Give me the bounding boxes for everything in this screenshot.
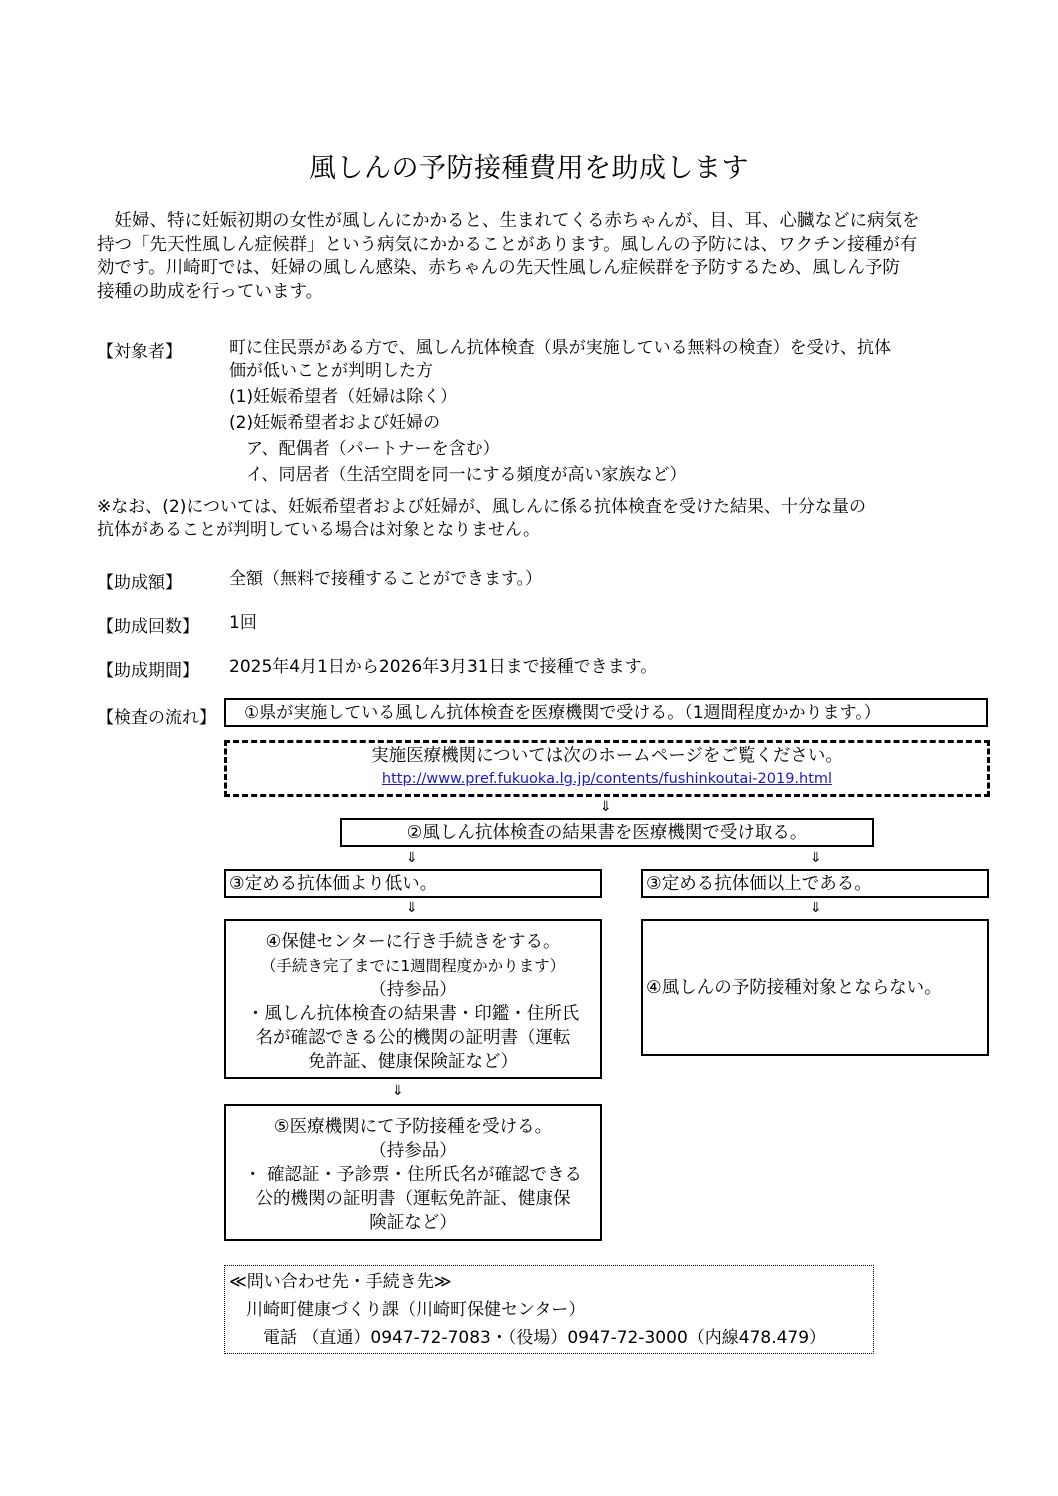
arrow-down-icon: ⇓ (810, 900, 822, 916)
period-label: 【助成期間】 (97, 661, 199, 681)
step5-line: 険証など） (369, 1213, 457, 1233)
target-line: ア、配偶者（パートナーを含む） (229, 439, 500, 459)
flow-step1-text: ①県が実施している風しん抗体検査を医療機関で受ける。（1週間程度かかります。） (244, 703, 881, 723)
flow-step2-box (340, 818, 874, 847)
step4-line: 免許証、健康保険証など） (308, 1052, 518, 1072)
target-line: 町に住民票がある方で、風しん抗体検査（県が実施している無料の検査）を受け、抗体 (229, 338, 891, 358)
arrow-down-icon: ⇓ (810, 850, 822, 866)
amount-label: 【助成額】 (97, 573, 182, 593)
target-label: 【対象者】 (97, 342, 182, 362)
intro-paragraph (97, 210, 987, 304)
flow-step5-box (224, 1104, 602, 1241)
flow-step3-low-box (224, 869, 602, 898)
target-note (97, 496, 997, 542)
arrow-down-icon: ⇓ (406, 900, 418, 916)
note-line: 抗体があることが判明している場合は対象となりません。 (97, 520, 541, 540)
flow-step2-text: ②風しん抗体検査の結果書を医療機関で受け取る。 (406, 823, 808, 843)
contact-heading: ≪問い合わせ先・手続き先≫ (229, 1272, 452, 1292)
flow-step3-high-text: ③定める抗体価以上である。 (646, 874, 872, 894)
intro-line: 持つ「先天性風しん症候群」という病気にかかることがあります。風しんの予防には、ワクチン接種が有 (97, 234, 918, 255)
step4-line: ④保健センターに行き手続きをする。 (265, 932, 561, 952)
period-value: 2025年4月1日から2026年3月31日まで接種できます。 (229, 657, 658, 677)
flow-step4-high-box (641, 919, 989, 1056)
arrow-down-icon: ⇓ (600, 799, 612, 815)
flow-step3-high-box (641, 869, 989, 898)
info-link[interactable]: http://www.pref.fukuoka.lg.jp/contents/fushinkoutai-2019.html (381, 771, 833, 787)
flow-step4-low-box (224, 919, 602, 1079)
info-text: 実施医療機関については次のホームページをご覧ください。 (371, 746, 843, 766)
step4-line: ・風しん抗体検査の結果書・印鑑・住所氏 (246, 1004, 580, 1024)
info-box (224, 740, 990, 797)
flow-step3-low-text: ③定める抗体価より低い。 (229, 874, 438, 894)
step4-line: （持参品） (369, 980, 457, 1000)
contact-dept: 川崎町健康づくり課（川崎町保健センター） (229, 1300, 586, 1320)
note-line: ※なお、(2)については、妊娠希望者および妊婦が、風しんに係る抗体検査を受けた結果、十分な量の (97, 497, 866, 517)
target-line: (1)妊娠希望者（妊婦は除く） (229, 387, 458, 407)
target-line: (2)妊娠希望者および妊婦の (229, 413, 441, 433)
target-lines (229, 337, 989, 487)
flow-step4-high-text: ④風しんの予防接種対象とならない。 (646, 977, 942, 998)
step5-line: （持参品） (369, 1141, 457, 1161)
target-line: 価が低いことが判明した方 (229, 361, 433, 381)
step4-line: 名が確認できる公的機関の証明書（運転 (255, 1028, 571, 1048)
intro-line: 接種の助成を行っています。 (97, 281, 324, 302)
target-line: イ、同居者（生活空間を同一にする頻度が高い家族など） (229, 465, 687, 485)
amount-value: 全額（無料で接種することができます。） (229, 569, 543, 589)
intro-line: 妊婦、特に妊娠初期の女性が風しんにかかると、生まれてくる赤ちゃんが、目、耳、心臓などに病気を (97, 211, 920, 231)
step5-line: ⑤医療機関にて予防接種を受ける。 (273, 1117, 553, 1137)
count-value: 1回 (229, 613, 257, 633)
intro-line: 効です。川崎町では、妊婦の風しん感染、赤ちゃんの先天性風しん症候群を予防するため、風しん予防 (97, 258, 900, 278)
flow-label: 【検査の流れ】 (97, 708, 216, 728)
step4-line: （手続き完了までに1週間程度かかります） (260, 957, 566, 975)
step5-line: 公的機関の証明書（運転免許証、健康保 (255, 1189, 571, 1209)
step5-line: ・ 確認証・予診票・住所氏名が確認できる (243, 1165, 583, 1185)
page-title: 風しんの予防接種費用を助成します (309, 153, 749, 184)
contact-phone: 電話 （直通）0947-72-7083・（役場）0947-72-3000（内線478.479） (229, 1328, 827, 1348)
contact-box (224, 1265, 874, 1354)
count-label: 【助成回数】 (97, 617, 199, 637)
arrow-down-icon: ⇓ (392, 1083, 404, 1099)
flow-step1-box (224, 698, 988, 727)
arrow-down-icon: ⇓ (406, 850, 418, 866)
